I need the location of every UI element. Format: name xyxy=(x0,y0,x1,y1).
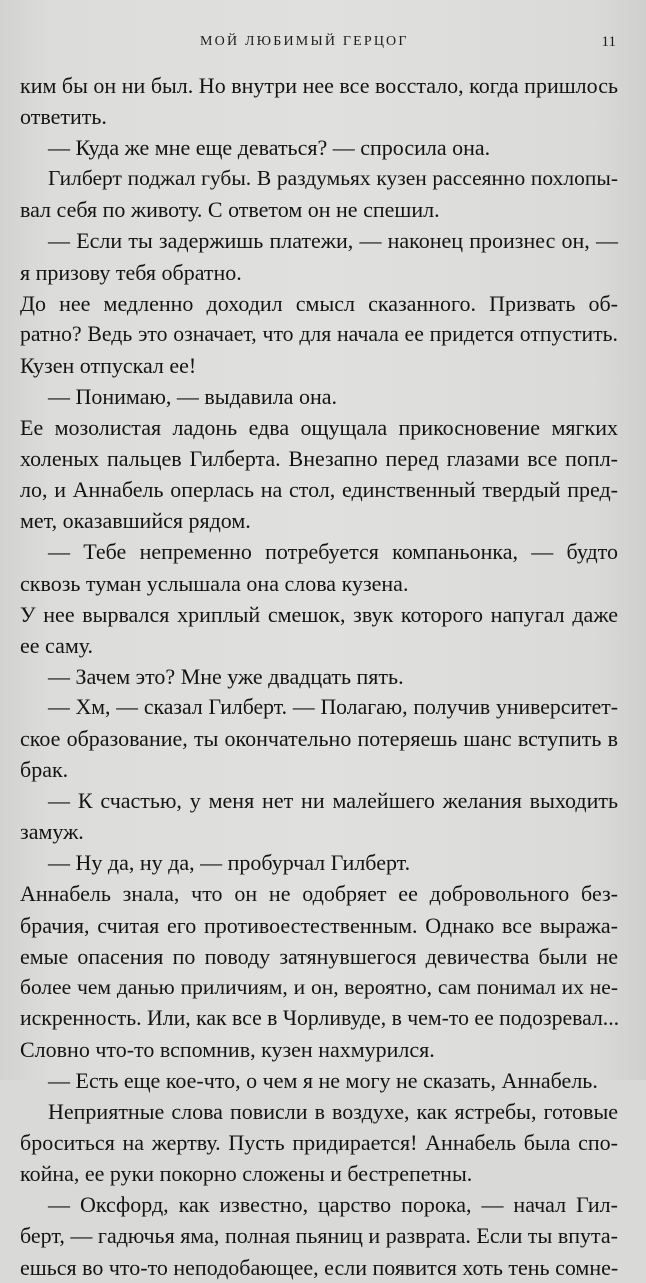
text-line: ее саму. xyxy=(20,632,94,658)
text-line: койна, ее руки покорно сложены и бестрепетны. xyxy=(20,1161,473,1187)
text-line: — Понимаю, — выдавила она. xyxy=(48,383,337,409)
text-line: — Есть еще кое-что, о чем я не могу не сказать, Аннабель. xyxy=(48,1068,598,1093)
text-line: ратно? Ведь это означает, что для начала ее придется отпустить. xyxy=(20,321,618,346)
text-line: брак. xyxy=(20,757,69,783)
text-line: Неприятные слова повисли в воздухе, как ястребы, готовые xyxy=(48,1099,618,1125)
body-text xyxy=(20,70,618,1283)
text-line: ким бы он ни был. Но внутри нее все восстало, когда пришлось xyxy=(20,73,618,98)
text-line: холеных пальцев Гилберта. Внезапно перед глазами все попл- xyxy=(20,446,618,472)
text-line: берт, — гадючья яма, полная пьяниц и разврата. Если ты впута- xyxy=(20,1223,618,1249)
text-line: броситься на жертву. Пусть придирается! Аннабель была спо- xyxy=(20,1130,618,1156)
text-line: Словно что-то вспомнив, кузен нахмурился. xyxy=(20,1036,435,1062)
text-line: брачия, считая его противоестественным. Однако все выража- xyxy=(20,912,618,938)
text-line: ло, и Аннабель оперлась на стол, единственный твердый пред- xyxy=(20,477,618,503)
text-line: я призову тебя обратно. xyxy=(20,259,242,285)
text-line: сквозь туман услышала она слова кузена. xyxy=(20,570,409,596)
text-line: — К счастью, у меня нет ни малейшего желания выходить xyxy=(48,788,618,814)
text-line: — Если ты задержишь платежи, — наконец произнес он, — xyxy=(48,228,618,254)
page-number: 11 xyxy=(601,34,616,50)
text-line: Аннабель знала, что он не одобряет ее добровольного без- xyxy=(20,881,618,907)
text-line: мет, оказавшийся рядом. xyxy=(20,508,251,534)
text-line: — Оксфорд, как известно, царство порока, — начал Гил- xyxy=(48,1192,618,1218)
text-line: — Зачем это? Мне уже двадцать пять. xyxy=(48,663,404,689)
text-line: Кузен отпускал ее! xyxy=(20,352,197,378)
text-line: До нее медленно доходил смысл сказанного. Призвать об- xyxy=(20,290,618,316)
text-line: ское образование, ты окончательно потеряешь шанс вступить в xyxy=(20,725,618,751)
text-line: вал себя по животу. С ответом он не спешил. xyxy=(20,197,440,223)
text-line: емые опасения по поводу затянувшегося девичества были не xyxy=(20,943,618,969)
text-line: — Ну да, ну да, — пробурчал Гилберт. xyxy=(48,850,411,876)
text-line: ответить. xyxy=(20,104,107,130)
text-line: — Куда же мне еще деваться? — спросила она. xyxy=(48,135,491,161)
text-line: — Тебе непременно потребуется компаньонка, — будто xyxy=(48,539,618,565)
text-line: Гилберт поджал губы. В раздумьях кузен рассеянно похлопы- xyxy=(48,166,618,191)
text-line: замуж. xyxy=(20,819,84,845)
text-line: У нее вырвался хриплый смешок, звук которого напугал даже xyxy=(20,601,618,627)
running-title: МОЙ ЛЮБИМЫЙ ГЕРЦОГ xyxy=(200,34,409,49)
text-line: искренность. Или, как все в Чорливуде, в чем-то ее подозревал... xyxy=(20,1005,620,1030)
text-line: Ее мозолистая ладонь едва ощущала прикосновение мягких xyxy=(20,415,618,441)
text-line: более чем данью приличиям, и он, вероятно, сам понимал их не- xyxy=(20,974,618,999)
text-line: — Хм, — сказал Гилберт. — Полагаю, получив университет- xyxy=(48,694,618,719)
text-line: ешься во что-то неподобающее, если появится хоть тень сомне- xyxy=(20,1254,619,1280)
